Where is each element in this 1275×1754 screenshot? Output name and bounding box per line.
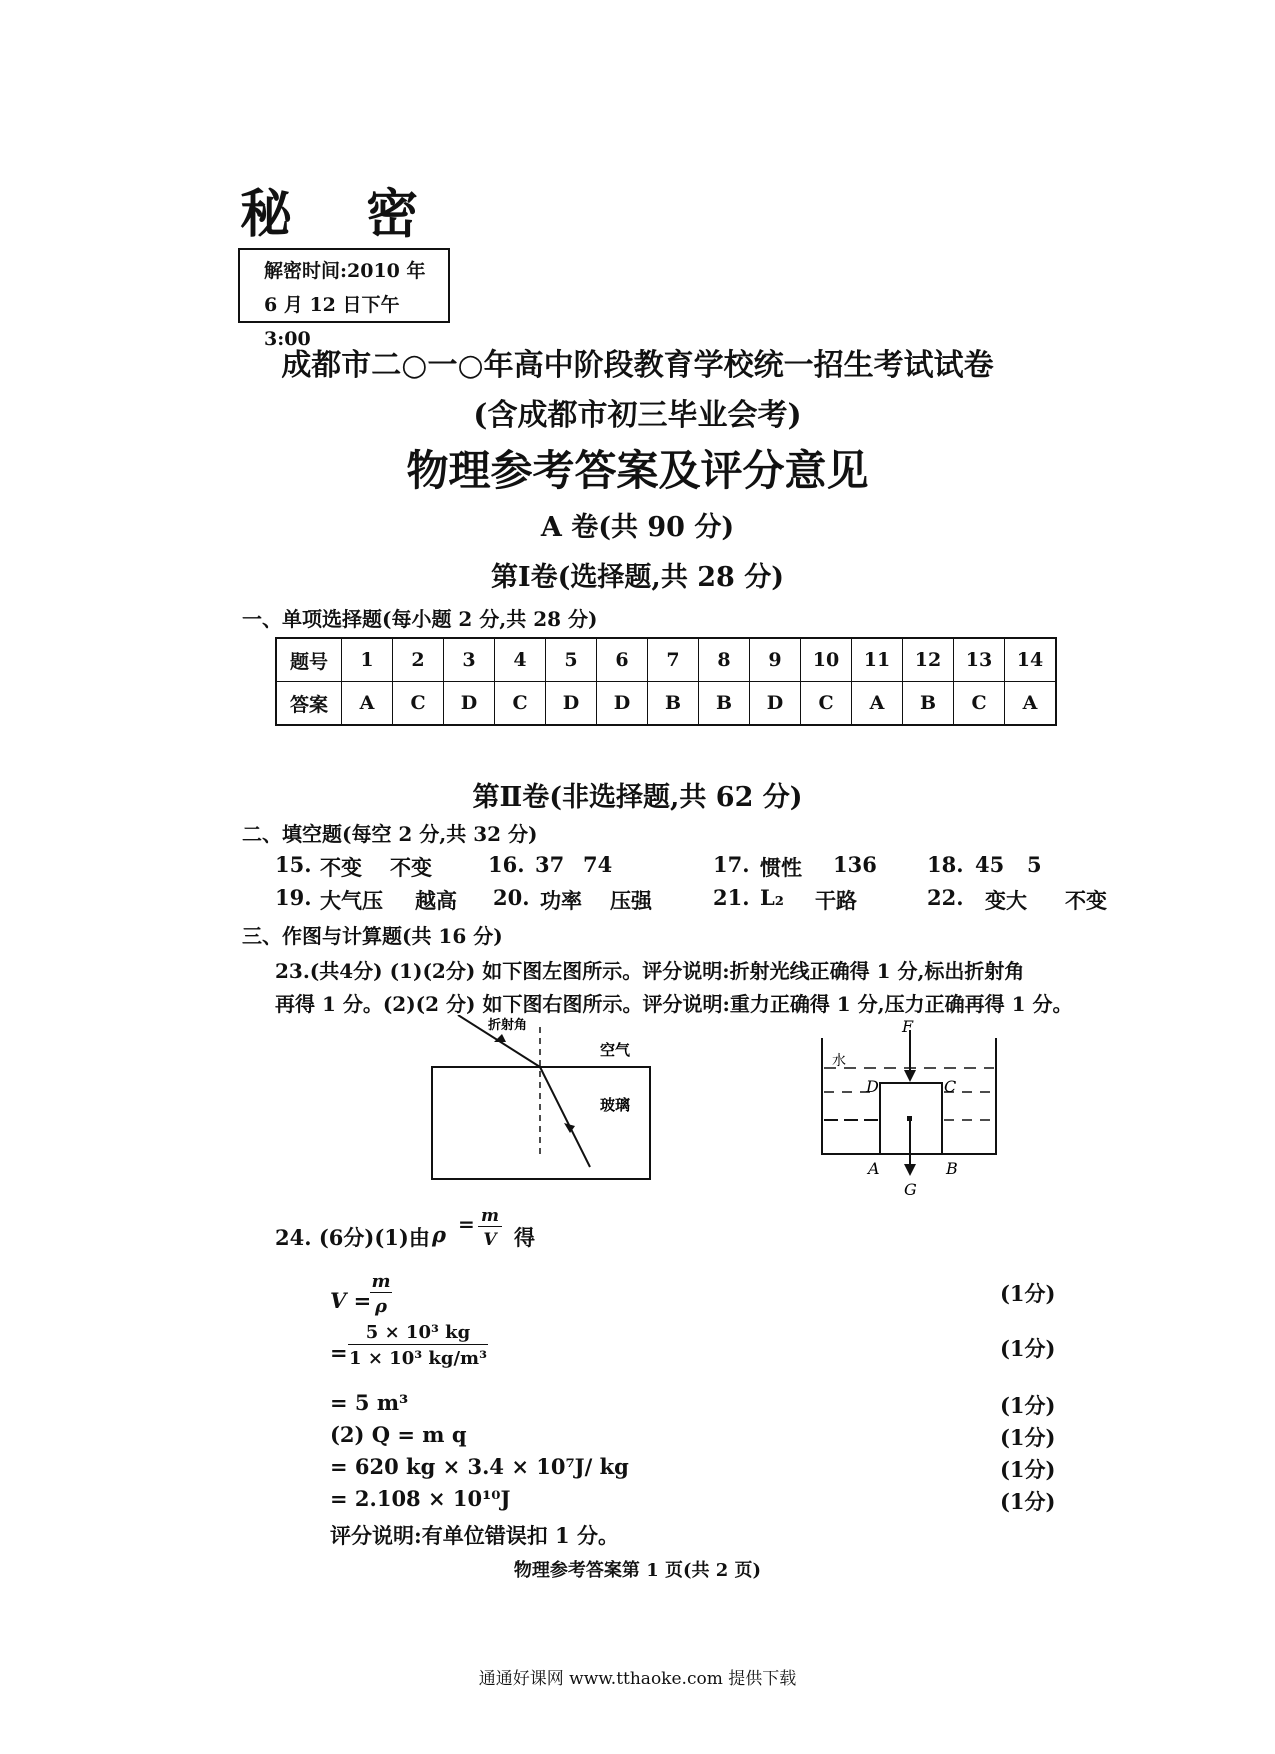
- points: (1分): [1000, 1281, 1056, 1306]
- exam-title: 成都市二○一○年高中阶段教育学校统一招生考试试卷: [281, 348, 994, 383]
- section1-heading: 一、单项选择题(每小题 2 分,共 28 分): [242, 607, 598, 631]
- step4: (2) Q = m q: [330, 1422, 467, 1447]
- declassify-line1: 解密时间:2010 年: [264, 260, 426, 282]
- item-num: 22.: [927, 885, 964, 910]
- q24-rho: ρ: [432, 1222, 446, 1247]
- question-number: 10: [801, 638, 852, 682]
- row-label-answer: 答案: [276, 682, 342, 726]
- label-b: B: [946, 1159, 958, 1178]
- item-answer: 不变: [320, 855, 362, 880]
- item-num: 16.: [488, 852, 525, 877]
- answer-cell: B: [648, 682, 699, 726]
- step5: = 620 kg × 3.4 × 10⁷J/ kg: [330, 1454, 629, 1479]
- question-number: 1: [342, 638, 393, 682]
- item-answer: 不变: [1065, 888, 1107, 913]
- download-watermark: 通通好课网 www.tthaoke.com 提供下载: [478, 1669, 797, 1689]
- question-number: 5: [546, 638, 597, 682]
- q24-de: 得: [514, 1225, 535, 1250]
- item-num: 17.: [713, 852, 750, 877]
- item-answer: 越高: [415, 888, 457, 913]
- answer-cell: B: [903, 682, 954, 726]
- part2-title: 第Ⅱ卷(非选择题,共 62 分): [472, 782, 803, 813]
- answer-cell: D: [597, 682, 648, 726]
- angle-label: 折射角: [488, 1018, 528, 1033]
- declassify-line2: 6 月 12 日下午 3:00: [264, 294, 400, 350]
- secret-label: 秘 密: [240, 185, 447, 245]
- q24-equals: =: [458, 1212, 475, 1236]
- item-answer: 136: [833, 852, 877, 877]
- answer-cell: D: [444, 682, 495, 726]
- question-number: 14: [1005, 638, 1057, 682]
- question-number: 4: [495, 638, 546, 682]
- label-d: D: [866, 1077, 879, 1096]
- q23-line2: 再得 1 分。(2)(2 分) 如下图右图所示。评分说明:重力正确得 1 分,压力正确再得 1 分。: [275, 992, 1073, 1016]
- main-title: 物理参考答案及评分意见: [406, 446, 869, 495]
- question-number: 2: [393, 638, 444, 682]
- item-answer: 惯性: [760, 855, 802, 880]
- answer-cell: B: [699, 682, 750, 726]
- item-answer: 5: [1027, 852, 1042, 877]
- gravity-arrow-icon: [904, 1164, 916, 1176]
- part1-title: 第Ⅰ卷(选择题,共 28 分): [491, 562, 784, 593]
- section2-heading: 二、填空题(每空 2 分,共 32 分): [242, 822, 538, 846]
- points: (1分): [1000, 1425, 1056, 1450]
- answer-table: [275, 637, 1057, 726]
- item-num: 21.: [713, 885, 750, 910]
- item-answer: 干路: [815, 888, 857, 913]
- answer-cell: A: [1005, 682, 1057, 726]
- answer-cell: D: [546, 682, 597, 726]
- label-g: G: [904, 1180, 917, 1199]
- question-number: 3: [444, 638, 495, 682]
- item-answer: 大气压: [320, 888, 383, 913]
- question-number: 6: [597, 638, 648, 682]
- step6: = 2.108 × 10¹⁰J: [330, 1486, 511, 1511]
- answer-cell: C: [495, 682, 546, 726]
- exam-subtitle: (含成都市初三毕业会考): [473, 398, 802, 433]
- question-number: 7: [648, 638, 699, 682]
- step2-den: 1 × 10³ kg/m³: [349, 1348, 487, 1369]
- answer-cell: D: [750, 682, 801, 726]
- q24-intro: 24. (6分)(1)由: [275, 1225, 430, 1250]
- force-f-arrow-icon: [904, 1070, 916, 1082]
- item-answer: 不变: [390, 855, 432, 880]
- item-answer: 45: [975, 852, 1005, 877]
- item-num: 19.: [275, 885, 312, 910]
- refracted-ray: [540, 1067, 590, 1167]
- label-a: A: [868, 1159, 880, 1178]
- fill-row-1: [275, 852, 1175, 882]
- points: (1分): [1000, 1457, 1056, 1482]
- step3: = 5 m³: [330, 1390, 409, 1415]
- item-answer: 74: [583, 852, 613, 877]
- buoyancy-diagram: [810, 1020, 1010, 1210]
- question-number: 12: [903, 638, 954, 682]
- answer-cell: A: [852, 682, 903, 726]
- points: (1分): [1000, 1393, 1056, 1418]
- q23-line1: 23.(共4分) (1)(2分) 如下图左图所示。评分说明:折射光线正确得 1 分,标出折射角: [275, 959, 1025, 983]
- answer-table-answer-row: [276, 682, 1056, 726]
- points: (1分): [1000, 1489, 1056, 1514]
- page-footer: 物理参考答案第 1 页(共 2 页): [513, 1560, 762, 1581]
- question-number: 13: [954, 638, 1005, 682]
- refraction-diagram: [420, 1015, 660, 1185]
- declassify-box: [238, 248, 450, 350]
- answer-cell: C: [954, 682, 1005, 726]
- item-answer: 功率: [540, 888, 582, 913]
- glass-block: [432, 1067, 650, 1179]
- answer-cell: A: [342, 682, 393, 726]
- volume-a-title: A 卷(共 90 分): [540, 512, 735, 543]
- question-number: 9: [750, 638, 801, 682]
- label-f: F: [902, 1020, 914, 1036]
- step1-lhs: V =: [330, 1288, 372, 1313]
- answer-cell: C: [801, 682, 852, 726]
- item-answer: L₂: [760, 885, 784, 910]
- answer-table-number-row: [276, 638, 1056, 682]
- item-answer: 变大: [985, 888, 1027, 913]
- question-number: 11: [852, 638, 903, 682]
- item-num: 15.: [275, 852, 312, 877]
- label-water: 水: [832, 1053, 846, 1069]
- glass-label: 玻璃: [600, 1096, 631, 1114]
- item-num: 20.: [493, 885, 530, 910]
- section3-heading: 三、作图与计算题(共 16 分): [242, 924, 503, 948]
- item-answer: 37: [535, 852, 565, 877]
- answer-cell: C: [393, 682, 444, 726]
- label-c: C: [944, 1077, 957, 1096]
- row-label-number: 题号: [276, 638, 342, 682]
- step1-num: m: [371, 1271, 391, 1292]
- question-number: 8: [699, 638, 750, 682]
- air-label: 空气: [600, 1041, 631, 1059]
- scoring-note: 评分说明:有单位错误扣 1 分。: [330, 1523, 619, 1548]
- item-num: 18.: [927, 852, 964, 877]
- q24-frac-den: V: [483, 1230, 497, 1250]
- q24-frac-num: m: [478, 1206, 502, 1227]
- step1-den: ρ: [375, 1296, 387, 1317]
- points: (1分): [1000, 1336, 1056, 1361]
- item-answer: 压强: [610, 888, 652, 913]
- step2-num: 5 × 10³ kg: [348, 1322, 488, 1345]
- step2-equals: =: [330, 1340, 348, 1365]
- fill-row-2: [275, 885, 1175, 915]
